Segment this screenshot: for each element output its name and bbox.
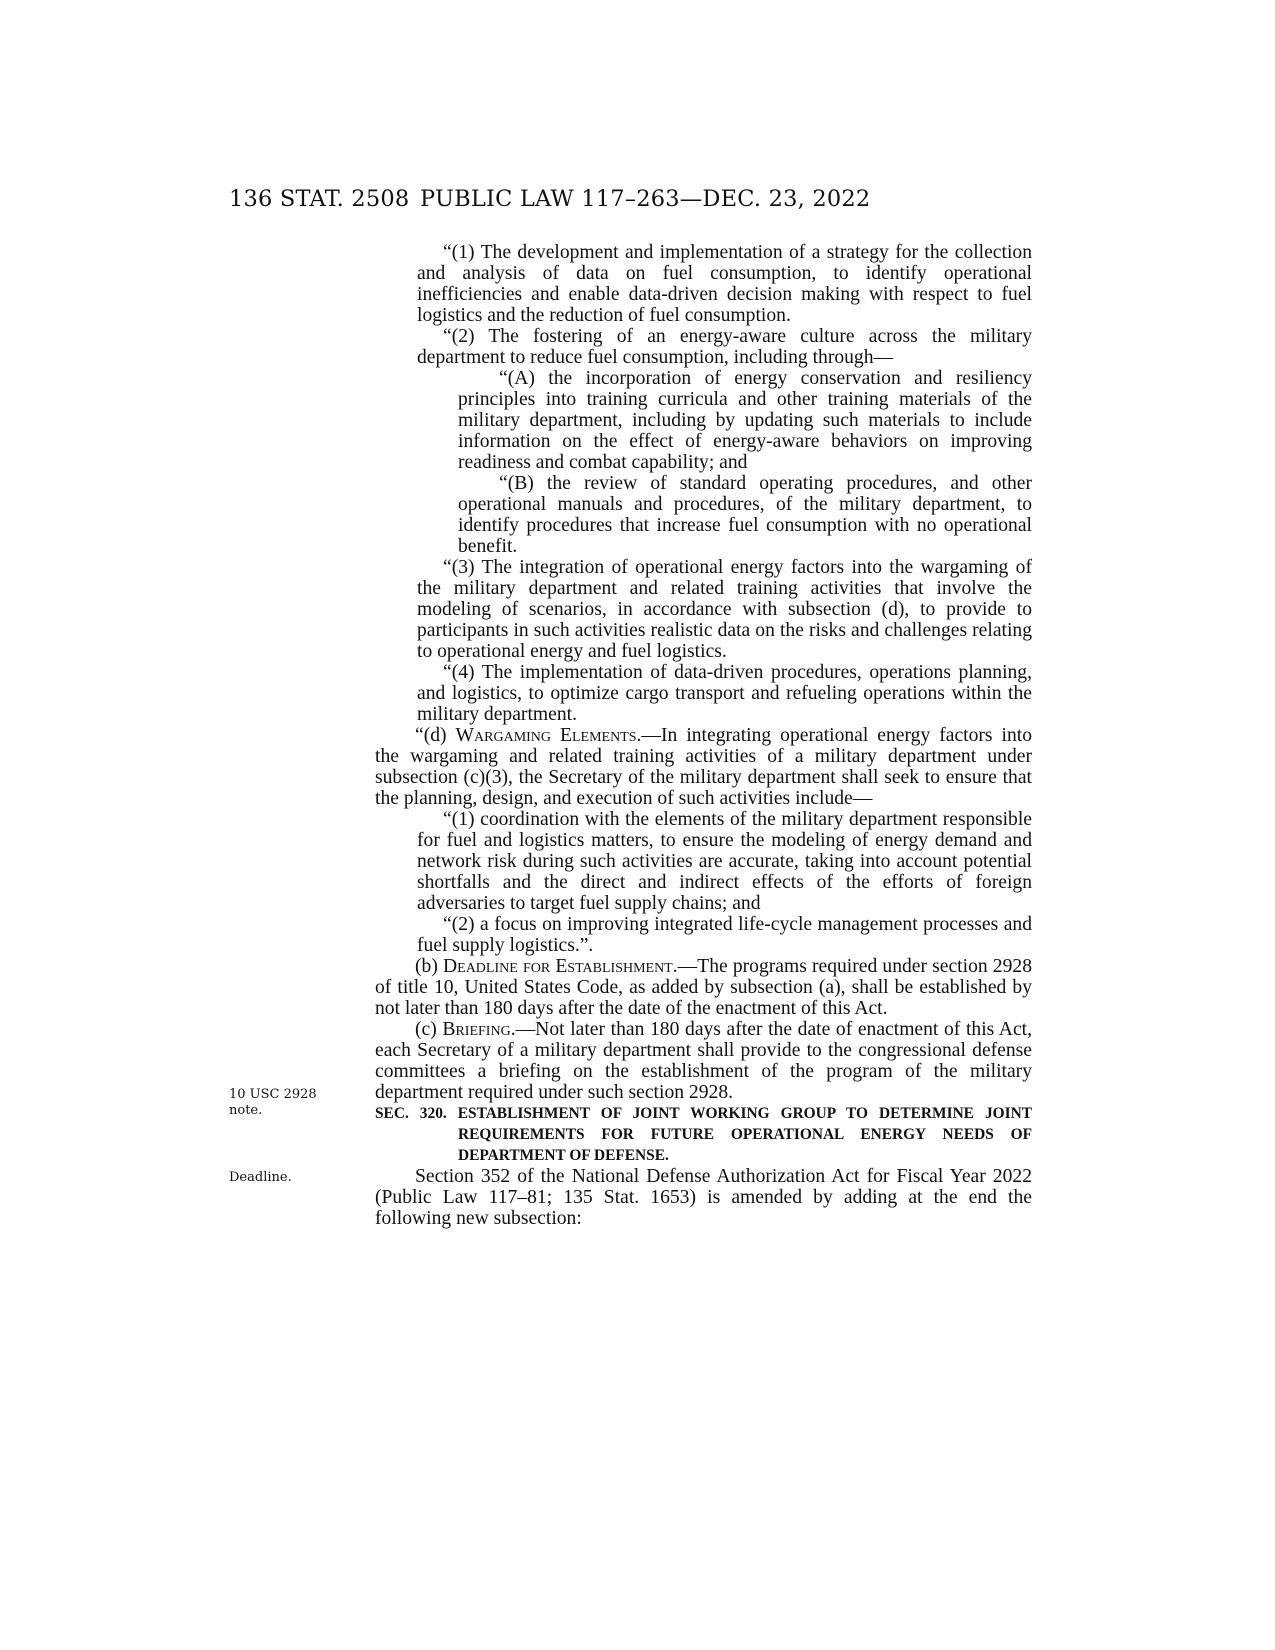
paragraph-d-heading: Wargaming Elements bbox=[455, 725, 637, 746]
stat-page-reference: 136 STAT. 2508 bbox=[229, 186, 410, 212]
paragraph-c2: “(2) The fostering of an energy-aware culture across the military department to reduce fuel consumption, including through— bbox=[417, 326, 1032, 368]
paragraph-b bbox=[375, 956, 1032, 1019]
running-head: PUBLIC LAW 117–263—DEC. 23, 2022 bbox=[420, 186, 871, 212]
body-text bbox=[375, 242, 1032, 1229]
margin-note-usc-line1: 10 USC 2928 bbox=[229, 1087, 317, 1102]
paragraph-c4: “(4) The implementation of data-driven procedures, operations planning, and logistics, to optimize cargo transport and refueling operations within the military department. bbox=[417, 662, 1032, 725]
paragraph-b-prefix: (b) bbox=[415, 956, 443, 977]
paragraph-d-prefix: “(d) bbox=[415, 725, 456, 746]
paragraph-b-text: .—The programs required under section 2928 of title 10, United States Code, as added by subsection (a), shall be established by not later than 180 days after the date of the enactment of this Act. bbox=[375, 956, 1032, 1019]
paragraph-d bbox=[375, 725, 1032, 809]
paragraph-c bbox=[375, 1019, 1032, 1103]
paragraph-c1: “(1) The development and implementation of a strategy for the collection and analysis of data on fuel consumption, to identify operational inefficiencies and enable data-driven decision making with respect to fuel logistics and the reduction of fuel consumption. bbox=[417, 242, 1032, 326]
paragraph-d2: “(2) a focus on improving integrated life-cycle management processes and fuel supply logistics.”. bbox=[417, 914, 1032, 956]
paragraph-c2B: “(B) the review of standard operating procedures, and other operational manuals and procedures, of the military department, to identify procedures that increase fuel consumption with no operational benefit. bbox=[458, 473, 1032, 557]
section-320-heading: SEC. 320. ESTABLISHMENT OF JOINT WORKING GROUP TO DETERMINE JOINT REQUIREMENTS FOR FUTURE OPERATIONAL ENERGY NEEDS OF DEPARTMENT OF DEFENSE. bbox=[375, 1105, 1032, 1164]
paragraph-d1: “(1) coordination with the elements of the military department responsible for fuel and logistics matters, to ensure the modeling of energy demand and network risk during such activities are accurate, taking into account potential shortfalls and the direct and indirect effects of the efforts of foreign adversaries to target fuel supply chains; and bbox=[417, 809, 1032, 914]
paragraph-c-prefix: (c) bbox=[415, 1019, 443, 1040]
margin-note-usc bbox=[229, 1087, 349, 1119]
paragraph-c3: “(3) The integration of operational energy factors into the wargaming of the military department and related training activities that involve the modeling of scenarios, in accordance with subsection (d), to provide to participants in such activities realistic data on the risks and challenges relating to operational energy and fuel logistics. bbox=[417, 557, 1032, 662]
paragraph-c-heading: Briefing bbox=[442, 1019, 511, 1040]
margin-note-usc-line2: note. bbox=[229, 1103, 263, 1118]
paragraph-d-text: .—In integrating operational energy factors into the wargaming and related training activities of a military department under subsection (c)(3), the Secretary of the military department shall seek to ensure that the planning, design, and execution of such activities include— bbox=[375, 725, 1032, 809]
paragraph-c-text: .—Not later than 180 days after the date of enactment of this Act, each Secretary of a military department shall provide to the congressional defense committees a briefing on the establishment of the program of the military department required under such section 2928. bbox=[375, 1019, 1032, 1103]
margin-note-deadline: Deadline. bbox=[229, 1170, 292, 1185]
paragraph-b-heading: Deadline for Establishment bbox=[443, 956, 673, 977]
paragraph-c2A: “(A) the incorporation of energy conservation and resiliency principles into training curricula and other training materials of the military department, including by updating such materials to include information on the effect of energy-aware behaviors on improving readiness and combat capability; and bbox=[458, 368, 1032, 473]
section-320-body: Section 352 of the National Defense Authorization Act for Fiscal Year 2022 (Public Law 117–81; 135 Stat. 1653) is amended by adding at the end the following new subsection: bbox=[375, 1166, 1032, 1229]
